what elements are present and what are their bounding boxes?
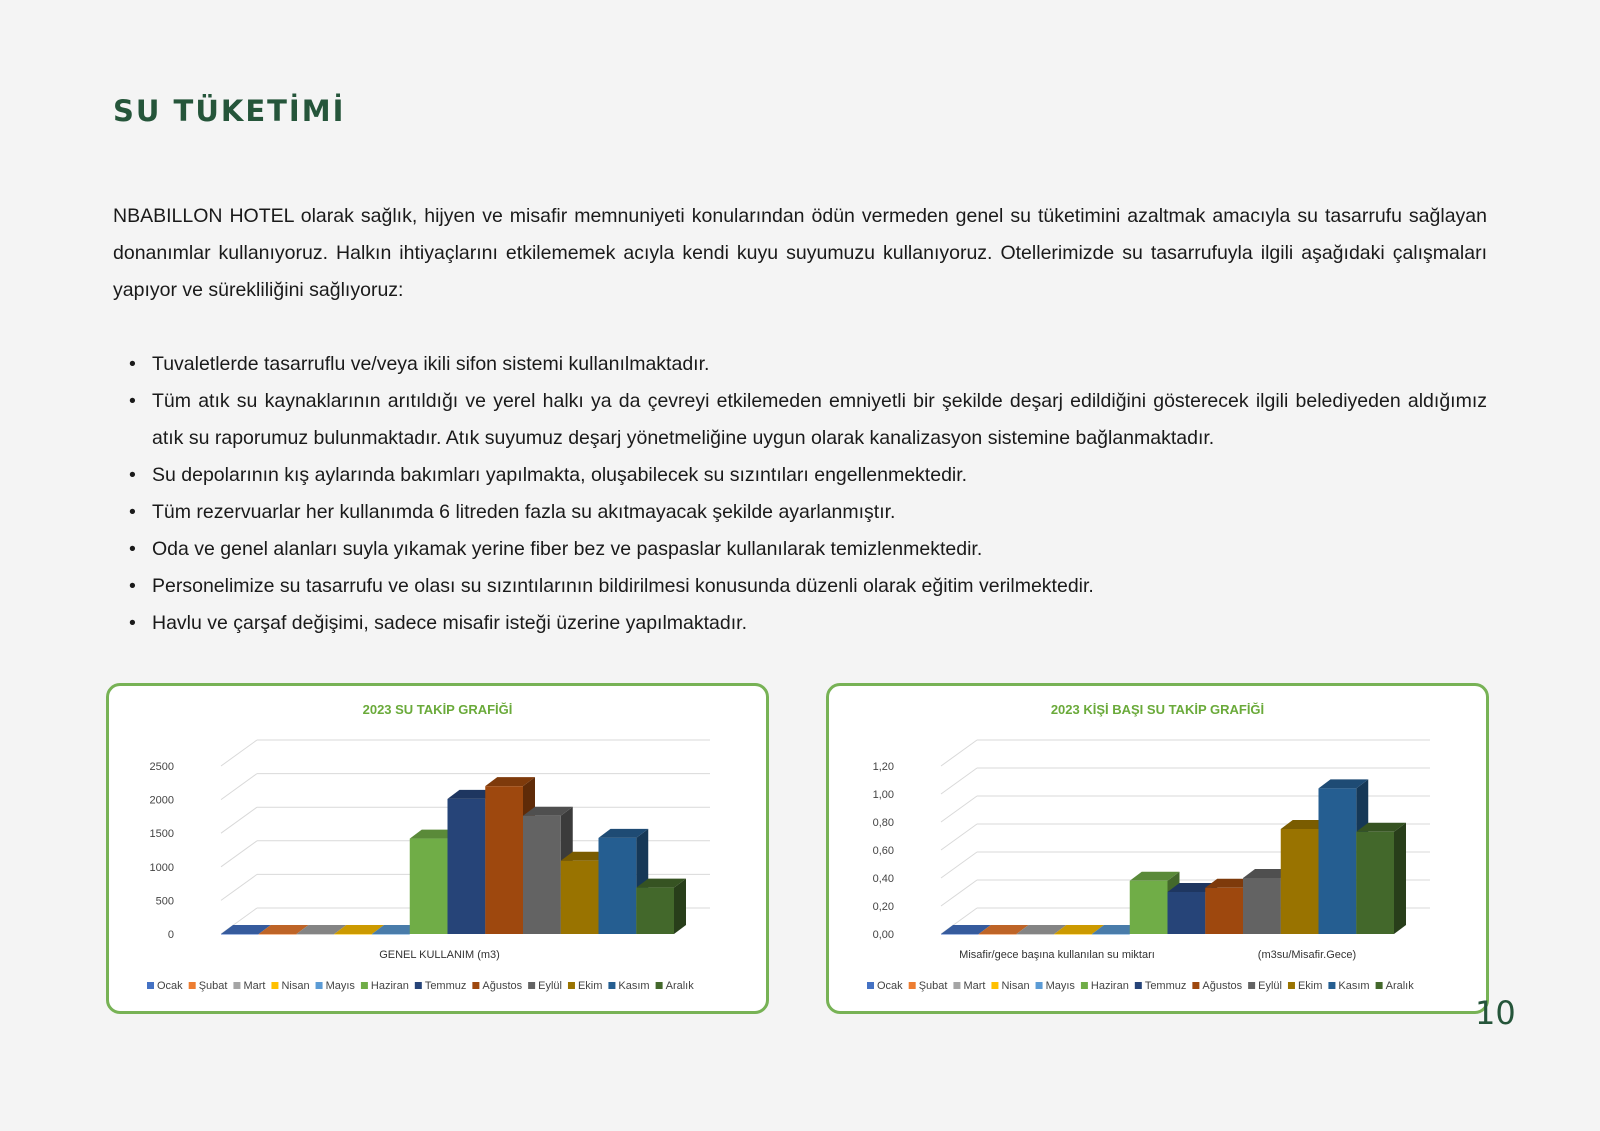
bar: [1281, 829, 1319, 934]
y-tick-label: 0,60: [872, 845, 894, 857]
gridline-diagonal: [221, 841, 257, 867]
bar: [1356, 832, 1394, 934]
legend-label: Aralık: [1385, 980, 1414, 992]
list-item: • Tüm atık su kaynaklarının arıtıldığı ve yerel halkı ya da çevreyi etkilemeden emniyetli bir şekilde deşarj edildiğini gösterecek ilgili belediyeden aldığımız atık su raporumuz bulunmaktadır. Atık suyumuz deşarj yönetmeliğine uygun olarak kanalizasyon sistemine bağlanmaktadır.: [113, 383, 1487, 457]
legend-swatch: [528, 982, 535, 989]
bar: [448, 799, 486, 934]
x-axis-label: GENEL KULLANIM (m3): [379, 949, 500, 961]
y-tick-label: 0,80: [872, 817, 894, 829]
legend-label: Ocak: [877, 980, 903, 992]
legend-swatch: [415, 982, 422, 989]
y-tick-label: 1500: [149, 828, 174, 841]
bar: [259, 934, 297, 935]
y-tick-label: 0,20: [872, 901, 894, 913]
legend-label: Haziran: [370, 980, 409, 992]
legend-swatch: [189, 982, 196, 989]
bar: [599, 838, 637, 934]
gridline-diagonal: [221, 807, 257, 833]
legend-label: Ocak: [157, 980, 183, 992]
legend-swatch: [867, 982, 874, 989]
bar: [523, 816, 561, 934]
page-number: 10: [1475, 994, 1516, 1032]
legend-swatch: [1288, 982, 1295, 989]
y-tick-label: 500: [155, 895, 174, 908]
legend-label: Eylül: [538, 980, 562, 992]
bar: [636, 888, 674, 934]
per-person-water-chart: [826, 683, 1489, 1014]
bar: [561, 861, 599, 934]
bar: [1243, 878, 1281, 934]
y-tick-label: 0,40: [872, 873, 894, 885]
measures-list: [113, 346, 1487, 642]
legend-swatch: [1135, 982, 1142, 989]
legend-label: Şubat: [198, 980, 228, 992]
gridline-diagonal: [221, 874, 257, 900]
legend-swatch: [316, 982, 323, 989]
legend-swatch: [1328, 982, 1335, 989]
legend-label: Aralık: [665, 980, 694, 992]
bar: [485, 786, 523, 934]
intro-paragraph: NBABILLON HOTEL olarak sağlık, hijyen ve misafir memnuniyeti konularından ödün vermeden genel su tüketimini azaltmak amacıyla su tasarrufu sağlayan donanımlar kullanıyoruz. Halkın ihtiyaçlarını etkilememek acıyla kendi kuyu suyumuzu kullanıyoruz. Otellerimizde su tasarrufuyla ilgili aşağıdaki çalışmaları yapıyor ve sürekliliğini sağlıyoruz:: [113, 205, 1487, 301]
legend-swatch: [909, 982, 916, 989]
gridline-diagonal: [941, 796, 977, 822]
legend-label: Ekim: [1297, 980, 1323, 992]
legend-swatch: [656, 982, 663, 989]
bar: [221, 934, 259, 935]
bar-side: [674, 879, 686, 934]
legend-label: Eylül: [1258, 980, 1282, 992]
y-tick-label: 0,00: [872, 929, 894, 941]
bar: [410, 839, 448, 934]
y-tick-label: 1000: [149, 861, 174, 874]
legend-label: Mayıs: [325, 980, 355, 992]
gridline-diagonal: [941, 824, 977, 850]
per-person-water-chart-svg: [829, 686, 1486, 1011]
legend-swatch: [472, 982, 479, 989]
list-item: • Su depolarının kış aylarında bakımları yapılmakta, oluşabilecek su sızıntıları engellenmektedir.: [113, 457, 1487, 494]
legend-swatch: [1192, 982, 1199, 989]
legend-swatch: [271, 982, 278, 989]
legend-swatch: [568, 982, 575, 989]
chart-title: 2023 KİŞİ BAŞI SU TAKİP GRAFİĞİ: [1050, 702, 1265, 717]
legend-swatch: [1081, 982, 1088, 989]
gridline-diagonal: [941, 740, 977, 766]
legend-swatch: [147, 982, 154, 989]
list-item: • Personelimize su tasarrufu ve olası su sızıntılarının bildirilmesi konusunda düzenli olarak eğitim verilmektedir.: [113, 568, 1487, 605]
bar: [1054, 934, 1092, 935]
gridline-diagonal: [941, 852, 977, 878]
legend-swatch: [1036, 982, 1043, 989]
legend-label: Ağustos: [1202, 980, 1243, 992]
gridline-diagonal: [941, 880, 977, 906]
legend-label: Haziran: [1090, 980, 1129, 992]
x-axis-label: Misafir/gece başına kullanılan su miktarı: [959, 949, 1155, 961]
bar: [1017, 934, 1055, 935]
legend-label: Nisan: [1001, 980, 1030, 992]
legend-label: Kasım: [1338, 980, 1370, 992]
legend-label: Mayıs: [1045, 980, 1075, 992]
bar-side: [1394, 823, 1406, 934]
legend-swatch: [1376, 982, 1383, 989]
bar: [1205, 888, 1243, 934]
y-tick-label: 2000: [149, 794, 174, 807]
bar: [1092, 934, 1130, 935]
y-tick-label: 0: [167, 929, 174, 941]
legend-label: Nisan: [281, 980, 310, 992]
legend-label: Mart: [243, 980, 266, 992]
bar: [1168, 892, 1206, 934]
bar: [1130, 881, 1168, 934]
bar: [334, 934, 372, 935]
bar: [941, 934, 979, 935]
legend-swatch: [953, 982, 960, 989]
legend-swatch: [608, 982, 615, 989]
chart-title: 2023 SU TAKİP GRAFİĞİ: [362, 702, 513, 717]
bar: [297, 934, 335, 935]
gridline-diagonal: [221, 774, 257, 800]
list-item: • Havlu ve çarşaf değişimi, sadece misafir isteği üzerine yapılmaktadır.: [113, 605, 1487, 642]
gridline-diagonal: [941, 768, 977, 794]
water-usage-chart-svg: [109, 686, 766, 1011]
gridline-diagonal: [221, 740, 257, 766]
legend-label: Şubat: [918, 980, 948, 992]
bar: [979, 934, 1017, 935]
legend-label: Temmuz: [1144, 980, 1187, 992]
y-tick-label: 1,20: [872, 761, 894, 773]
x-axis-unit-label: (m3su/Misafir.Gece): [1257, 949, 1357, 961]
legend-label: Kasım: [618, 980, 650, 992]
legend-label: Mart: [963, 980, 986, 992]
legend-label: Ekim: [577, 980, 603, 992]
list-item: • Oda ve genel alanları suyla yıkamak yerine fiber bez ve paspaslar kullanılarak temizlenmektedir.: [113, 531, 1487, 568]
legend-swatch: [1248, 982, 1255, 989]
bar: [372, 934, 410, 935]
legend-label: Temmuz: [424, 980, 467, 992]
legend-swatch: [233, 982, 240, 989]
list-item: • Tüm rezervuarlar her kullanımda 6 litreden fazla su akıtmayacak şekilde ayarlanmıştır.: [113, 494, 1487, 531]
y-tick-label: 1,00: [872, 789, 894, 801]
water-usage-chart: [106, 683, 769, 1014]
legend-swatch: [991, 982, 998, 989]
bar: [1319, 788, 1357, 934]
legend-label: Ağustos: [482, 980, 523, 992]
legend-swatch: [361, 982, 368, 989]
y-tick-label: 2500: [149, 761, 174, 773]
list-item: • Tuvaletlerde tasarruflu ve/veya ikili sifon sistemi kullanılmaktadır.: [113, 346, 1487, 383]
page-title: SU TÜKETİMİ: [113, 94, 346, 128]
